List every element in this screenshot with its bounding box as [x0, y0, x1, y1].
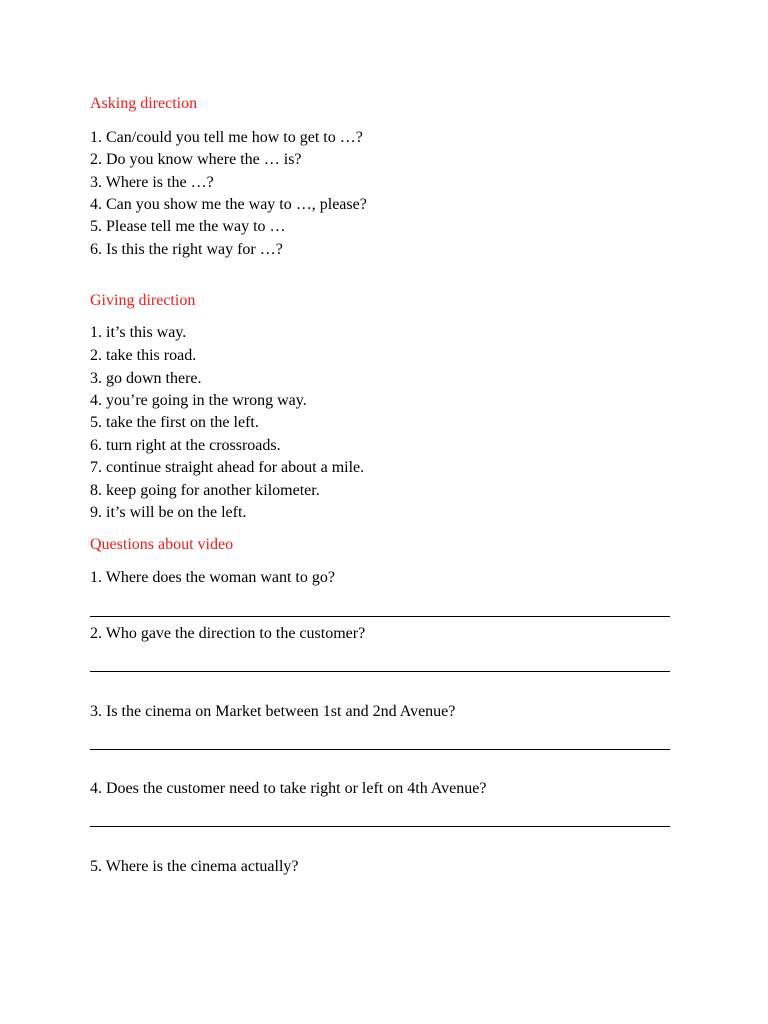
giving-item-6: 6. turn right at the crossroads.: [90, 437, 281, 454]
answer-line-1[interactable]: [90, 616, 670, 617]
giving-item-7: 7. continue straight ahead for about a mile.: [90, 459, 365, 476]
giving-item-2: 2. take this road.: [90, 347, 197, 364]
questions-heading: Questions about video: [90, 536, 234, 553]
question-2: 2. Who gave the direction to the customer?: [90, 625, 366, 642]
giving-item-8: 8. keep going for another kilometer.: [90, 482, 320, 499]
asking-item-6: 6. Is this the right way for …?: [90, 241, 283, 258]
question-5: 5. Where is the cinema actually?: [90, 858, 299, 875]
asking-item-2: 2. Do you know where the … is?: [90, 151, 302, 168]
asking-item-1: 1. Can/could you tell me how to get to …?: [90, 129, 363, 146]
asking-item-4: 4. Can you show me the way to …, please?: [90, 196, 367, 213]
asking-direction-heading: Asking direction: [90, 95, 198, 112]
question-3: 3. Is the cinema on Market between 1st and 2nd Avenue?: [90, 703, 456, 720]
giving-direction-heading: Giving direction: [90, 292, 196, 309]
question-1: 1. Where does the woman want to go?: [90, 569, 335, 586]
answer-line-2[interactable]: [90, 671, 670, 672]
asking-item-3: 3. Where is the …?: [90, 174, 214, 191]
giving-item-4: 4. you’re going in the wrong way.: [90, 392, 307, 409]
answer-line-4[interactable]: [90, 826, 670, 827]
answer-line-3[interactable]: [90, 749, 670, 750]
giving-item-1: 1. it’s this way.: [90, 324, 187, 341]
giving-item-5: 5. take the first on the left.: [90, 414, 259, 431]
giving-item-9: 9. it’s will be on the left.: [90, 504, 247, 521]
giving-item-3: 3. go down there.: [90, 370, 202, 387]
question-4: 4. Does the customer need to take right or left on 4th Avenue?: [90, 780, 487, 797]
asking-item-5: 5. Please tell me the way to …: [90, 218, 286, 235]
